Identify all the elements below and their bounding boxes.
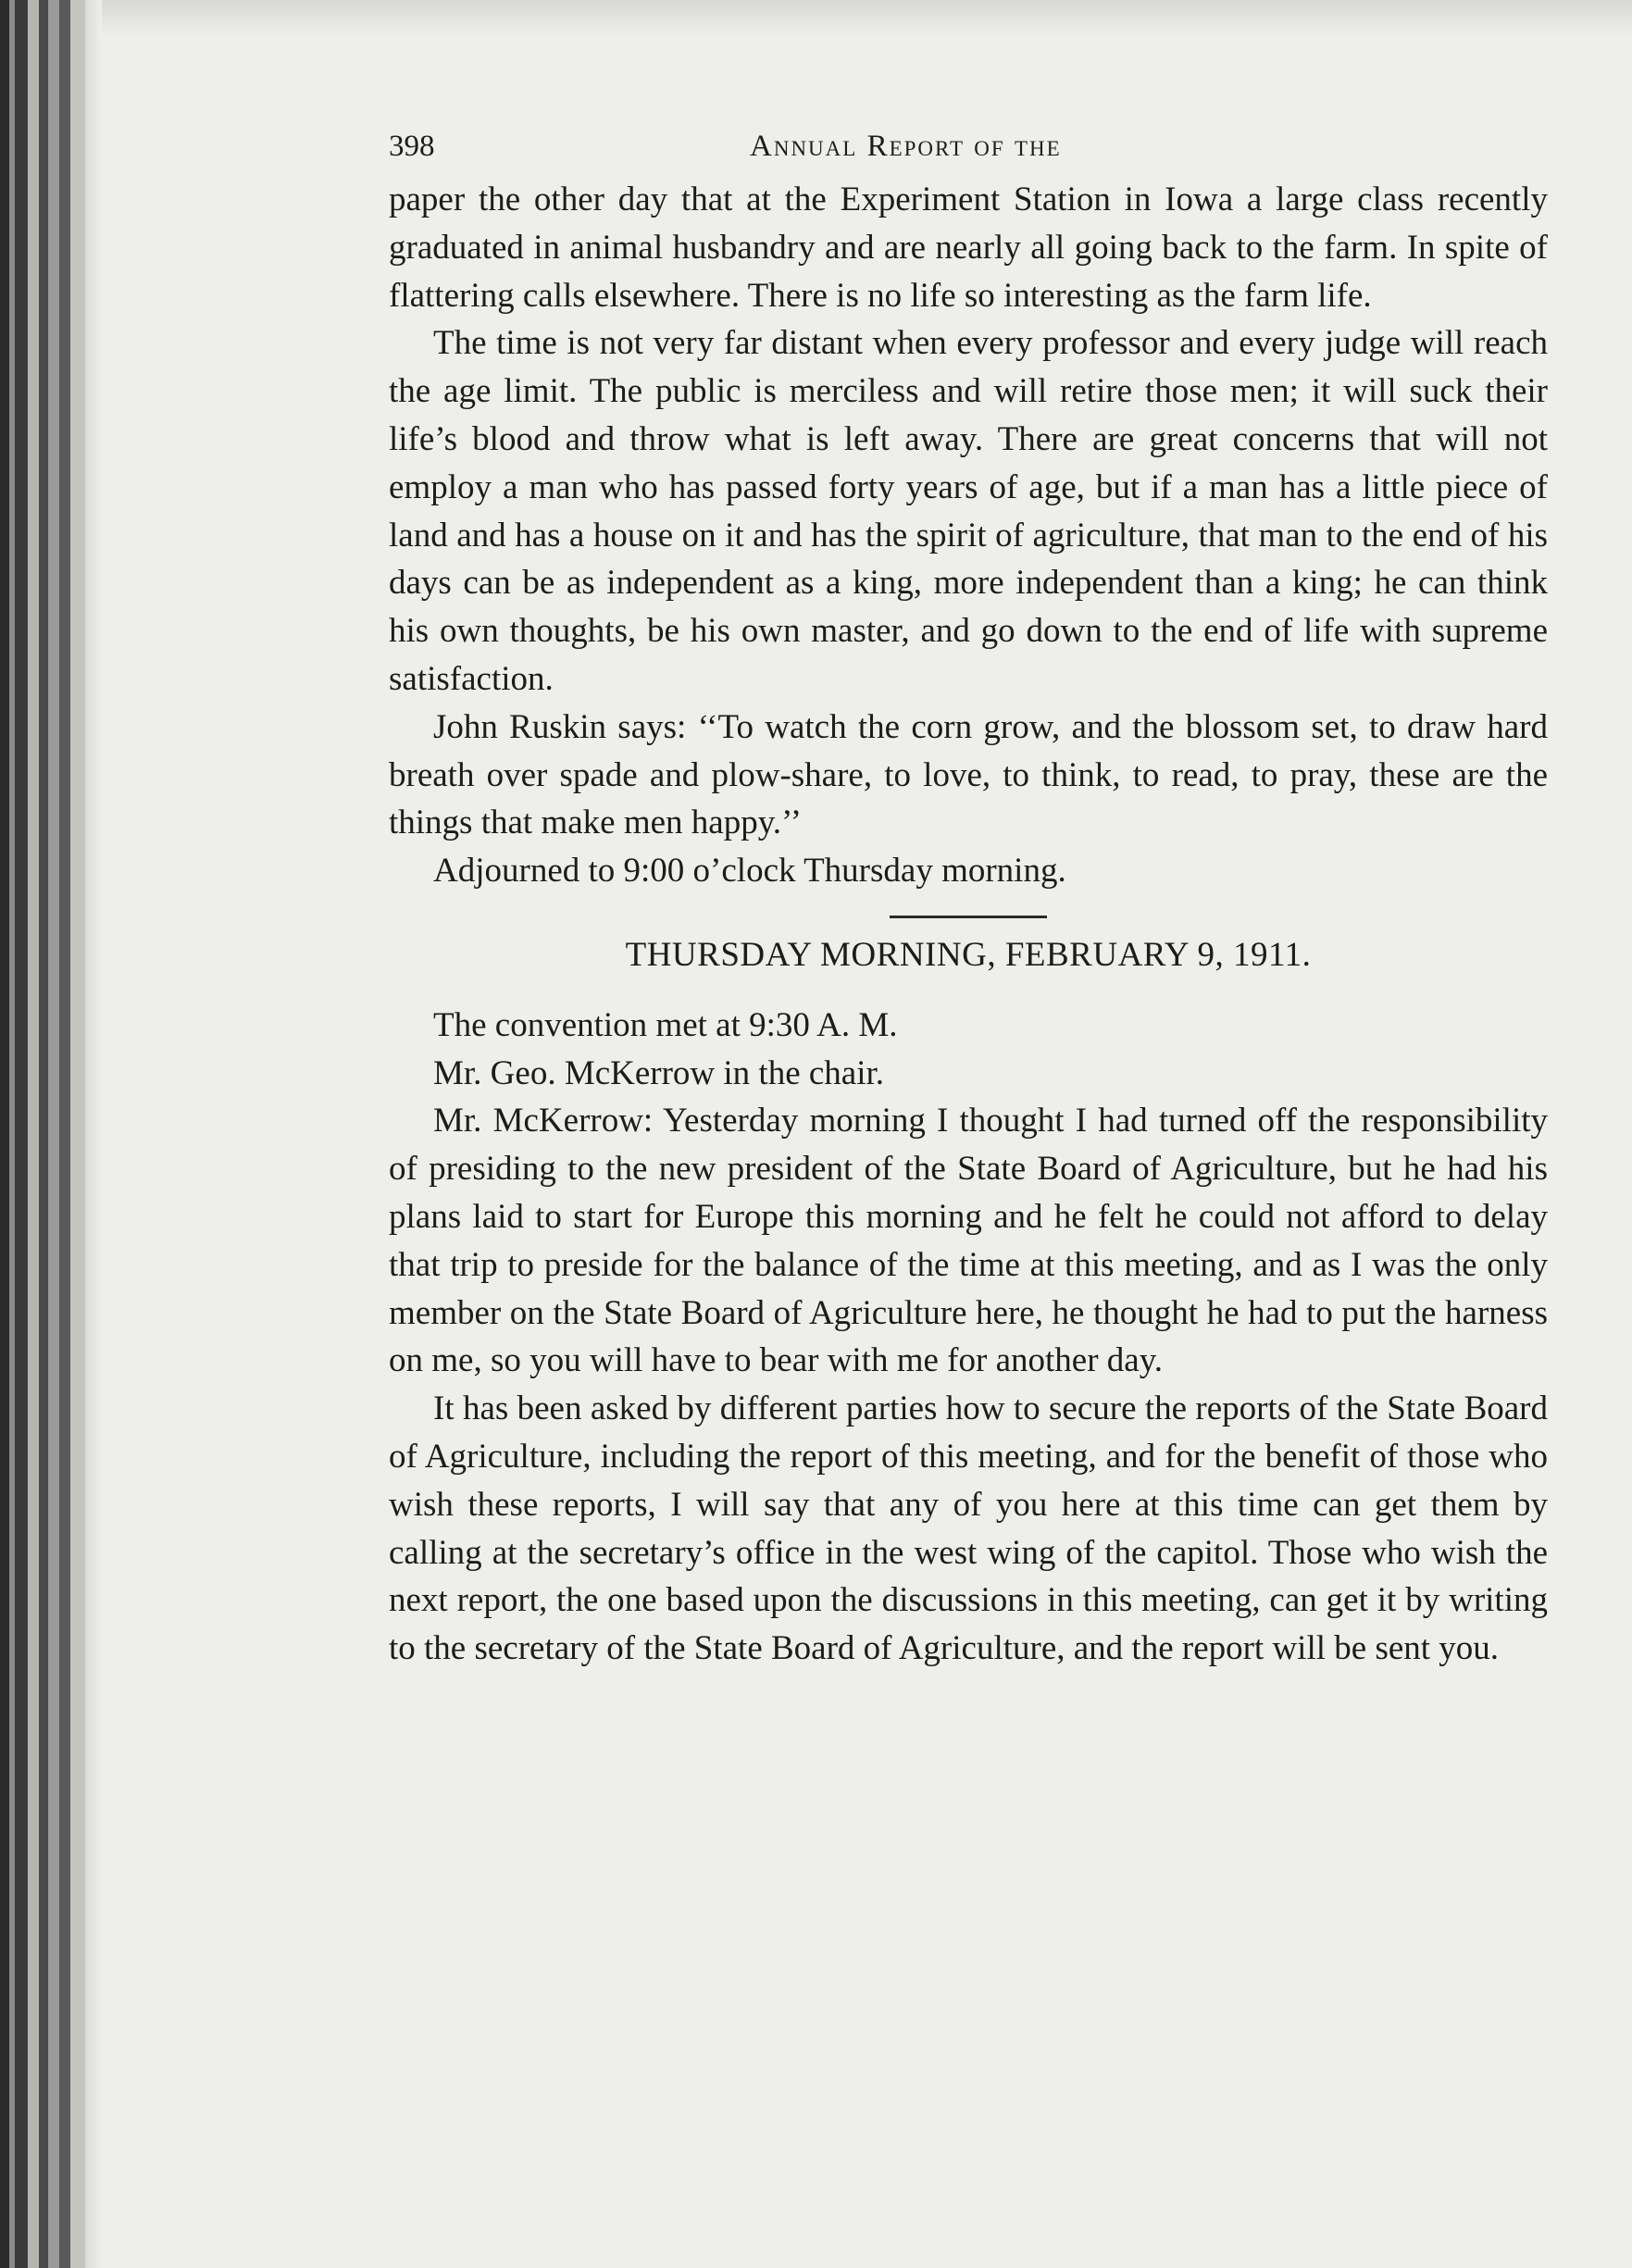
section-heading: THURSDAY MORNING, FEBRUARY 9, 1911. bbox=[625, 935, 1312, 974]
paragraph-1: paper the other day that at the Experiment Station in Iowa a large class recently graduated in animal husbandry and are nearly all going back to the farm. In spite of flattering calls elsewhere. There is no life so interesting as the farm life. bbox=[389, 181, 1548, 315]
section-divider bbox=[890, 916, 1047, 918]
paragraph-6: Mr. Geo. McKerrow in the chair. bbox=[433, 1053, 885, 1092]
paragraph-7: Mr. McKerrow: Yesterday morning I thought I had turned off the responsibility of presiding to the new president of the State Board of Agriculture, but he had his plans laid to start for Europe this morning and he felt he could not afford to delay that trip to preside for the balance of the time at this meeting, and as I was the only member on the State Board of Agriculture here, he thought he had to put the harness on me, so you will have to bear with me for another day. bbox=[389, 1102, 1548, 1380]
body-text bbox=[389, 176, 1548, 1673]
paragraph-3: John Ruskin says: ‘‘To watch the corn grow, and the blossom set, to draw hard breath over spade and plow-share, to love, to think, to read, to pray, these are the things that make men happy.’’ bbox=[389, 707, 1548, 842]
paragraph-2: The time is not very far distant when every professor and every judge will reach the age limit. The public is merciless and will retire those men; it will suck their life’s blood and throw what is left away. There are great concerns that will not employ a man who has passed forty years of age, but if a man has a little piece of land and has a house on it and has the spirit of agriculture, that man to the end of his days can be as independent as a king, more independent than a king; he can think his own thoughts, be his own master, and go down to the end of life with supreme satisfaction. bbox=[389, 324, 1548, 698]
page-top-shadow bbox=[102, 0, 1632, 37]
running-header bbox=[389, 120, 1548, 176]
book-binding bbox=[0, 0, 102, 2268]
document-page bbox=[389, 120, 1548, 1673]
paragraph-5: The convention met at 9:30 A. M. bbox=[433, 1005, 898, 1044]
running-title: Annual Report of the bbox=[750, 130, 1062, 163]
page-number: 398 bbox=[389, 130, 435, 163]
paragraph-4: Adjourned to 9:00 o’clock Thursday morning. bbox=[433, 852, 1066, 891]
paragraph-8: It has been asked by different parties how to secure the reports of the State Board of Agriculture, including the report of this meeting, and for the benefit of those who wish these reports, I will say that any of you here at this time can get them by calling at the secretary’s office in the west wing of the capitol. Those who wish the next report, the one based upon the discussions in this meeting, can get it by writing to the secretary of the State Board of Agriculture, and the report will be sent you. bbox=[389, 1389, 1548, 1668]
